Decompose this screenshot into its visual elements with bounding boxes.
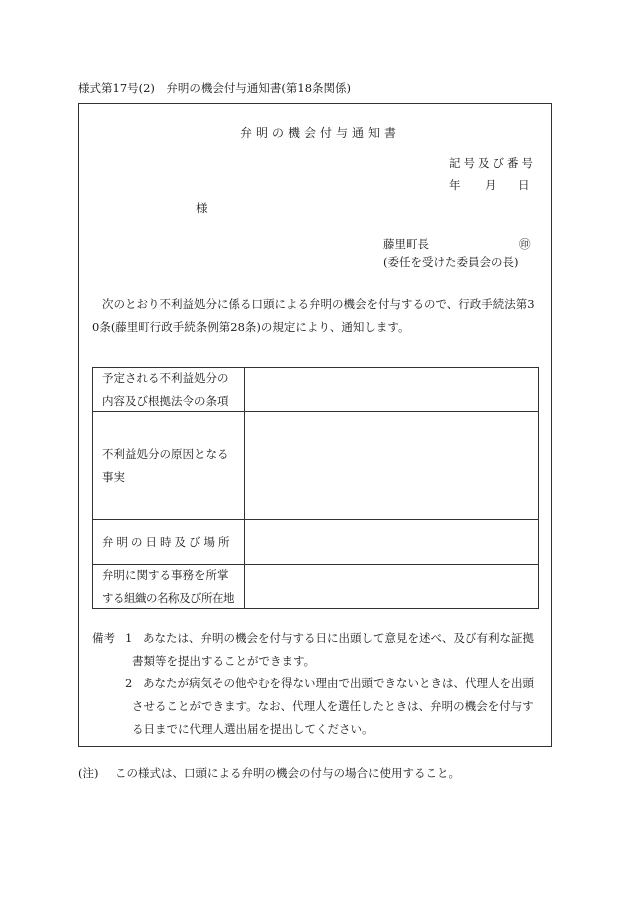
label-line: する組織の名称及び所在地 (102, 590, 234, 605)
table-value-cell (245, 520, 538, 564)
remark-1-line-1: あなたは、弁明の機会を付与する日に出頭して意見を述べ、及び有利な証拠 (143, 631, 534, 645)
remarks-heading: 備考 (92, 631, 115, 645)
table-row-label (93, 520, 245, 564)
footer-note-label: (注) (78, 766, 99, 780)
label-line: 事実 (102, 469, 125, 484)
date-day-label: 日 (518, 178, 530, 192)
remark-2-number: 2 (125, 676, 133, 690)
remark-2-line-3: る日までに代理人選出届を提出してください。 (132, 722, 374, 736)
remark-1-number: 1 (125, 631, 133, 645)
body-text-line-2: 0条(藤里町行政手続条例第28条)の規定により、通知します。 (92, 320, 410, 334)
table-value-cell (245, 368, 538, 411)
addressee-suffix: 様 (196, 201, 208, 215)
table-row (93, 565, 538, 608)
issuer-note: (委任を受けた委員会の長) (383, 255, 519, 269)
table-row (93, 368, 538, 412)
table-row (93, 520, 538, 565)
label-line: 内容及び根拠法令の条項 (102, 393, 229, 408)
body-text-line-1: 次のとおり不利益処分に係る口頭による弁明の機会を付与するので、行政手続法第3 (102, 297, 535, 311)
table-row-label (93, 565, 245, 608)
table-row-label (93, 412, 245, 519)
remark-2-line-1: あなたが病気その他やむを得ない理由で出頭できないときは、代理人を出頭 (143, 676, 534, 690)
date-year-label: 年 (449, 178, 461, 192)
table-value-cell (245, 412, 538, 519)
label-line: 予定される不利益処分の (102, 370, 229, 385)
document-title: 弁明の機会付与通知書 (240, 126, 401, 140)
table-row-label (93, 368, 245, 411)
label-line: 不利益処分の原因となる (102, 446, 229, 461)
reference-number-label: 記号及び番号 (449, 156, 536, 170)
date-month-label: 月 (485, 178, 497, 192)
footer-note-text: この様式は、口頭による弁明の機会の付与の場合に使用すること。 (115, 766, 460, 780)
label-line: 弁明の日時及び場所 (102, 534, 233, 549)
table-value-cell (245, 565, 538, 608)
seal-mark: ㊞ (519, 237, 531, 251)
details-table (92, 367, 539, 609)
label-line: 弁明に関する事務を所掌 (102, 567, 229, 582)
form-number-title: 様式第17号(2) 弁明の機会付与通知書(第18条関係) (78, 81, 352, 95)
table-row (93, 412, 538, 520)
issuer-name: 藤里町長 (383, 237, 429, 251)
remark-1-line-2: 書類等を提出することができます。 (132, 654, 316, 668)
remark-2-line-2: させることができます。なお、代理人を選任したときは、弁明の機会を付与す (132, 699, 534, 713)
